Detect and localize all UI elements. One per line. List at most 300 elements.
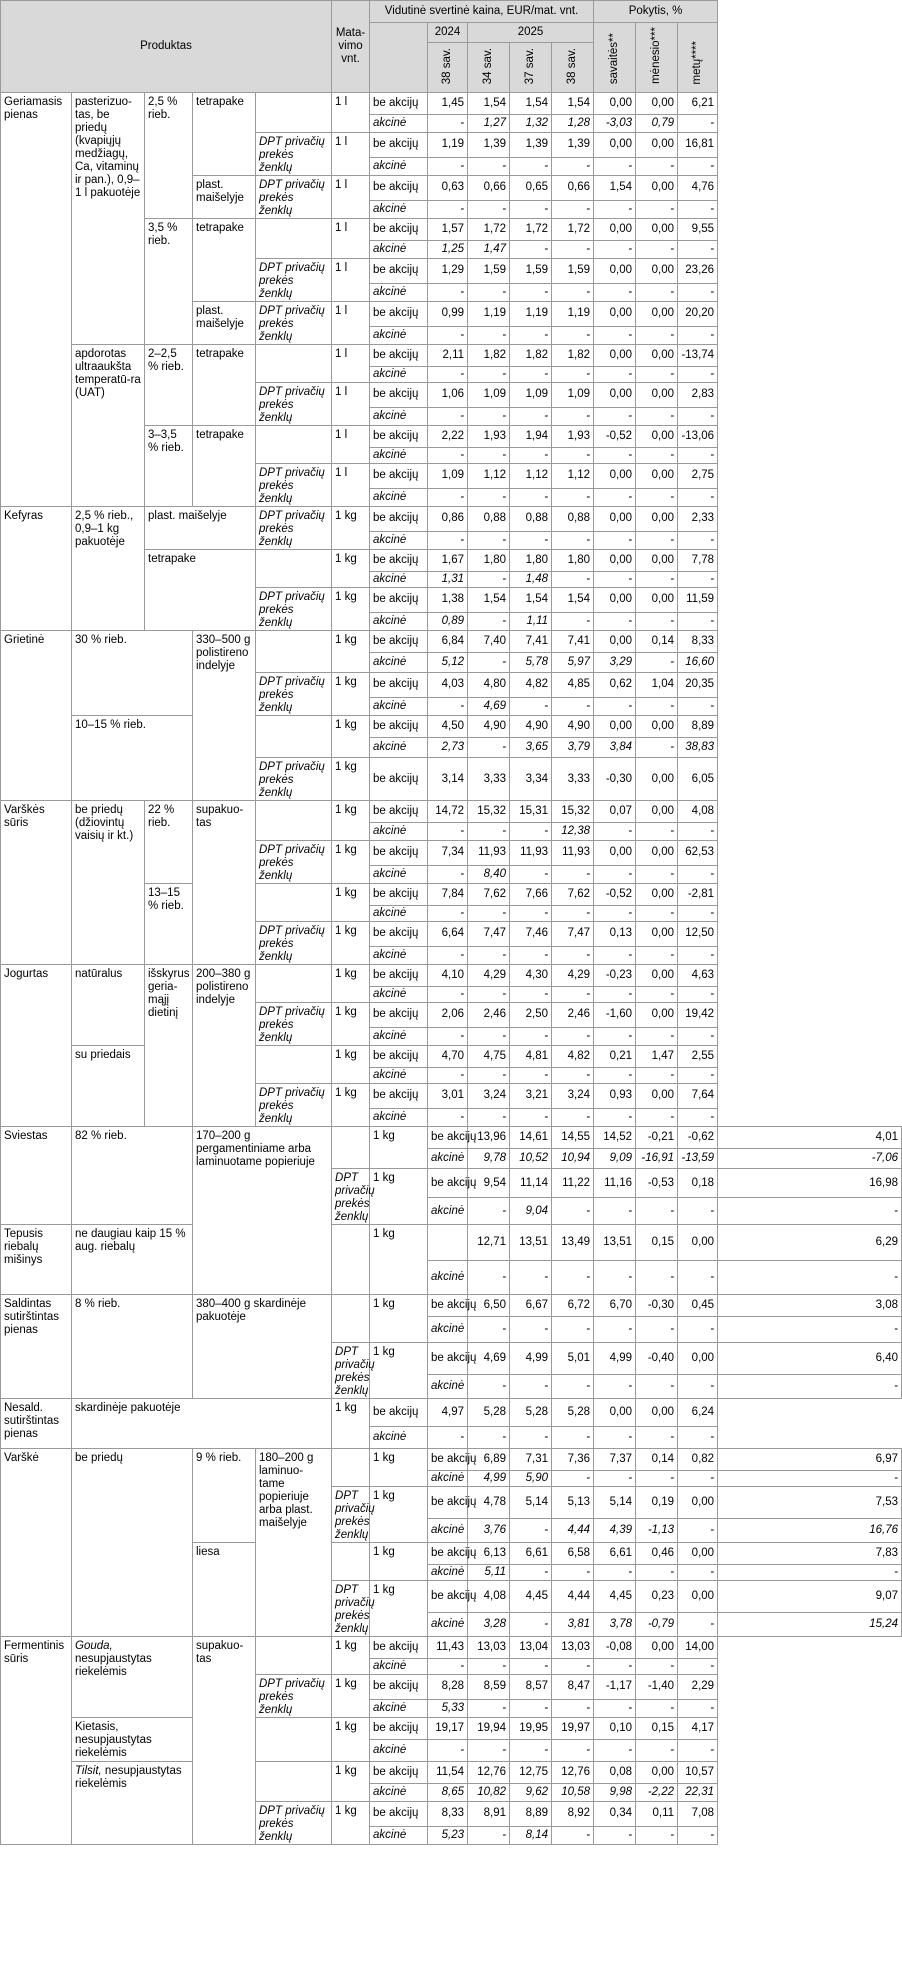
product-cell: DPT privačių prekės ženklų [256, 922, 332, 965]
value-cell: - [552, 572, 594, 588]
value-cell: - [678, 200, 718, 218]
product-cell: 13–15 % rieb. [145, 884, 193, 965]
value-cell: 1,80 [552, 550, 594, 572]
value-cell: 11,14 [510, 1169, 552, 1198]
value-cell: 4,80 [468, 673, 510, 698]
price-type-cell: be akcijų [428, 1543, 468, 1565]
value-cell: - [468, 1261, 510, 1295]
value-cell: 1,04 [636, 673, 678, 698]
price-type-cell: akcinė [370, 241, 428, 259]
value-cell: - [510, 865, 552, 883]
value-cell: 13,51 [510, 1225, 552, 1261]
value-cell: - [594, 488, 636, 506]
product-cell: su priedais [72, 1046, 145, 1127]
value-cell: 0,00 [594, 219, 636, 241]
product-cell: supakuo-tas [193, 801, 256, 965]
value-cell: 1,72 [468, 219, 510, 241]
value-cell: - [510, 531, 552, 549]
value-cell: 7,41 [552, 631, 594, 653]
value-cell: 1,09 [468, 383, 510, 408]
value-cell: - [428, 326, 468, 344]
product-cell: DPT privačių prekės ženklų [256, 383, 332, 426]
price-type-cell: akcinė [370, 612, 428, 630]
table-row [1, 93, 902, 115]
price-type-cell: be akcijų [370, 1762, 428, 1784]
value-cell: 0,18 [678, 1169, 718, 1198]
value-cell: - [636, 367, 678, 383]
value-cell: 8,47 [552, 1675, 594, 1700]
product-cell: 1 kg [332, 631, 370, 673]
table-row [1, 965, 902, 987]
product-cell: DPT privačių prekės ženklų [332, 1169, 370, 1225]
product-cell: DPT privačių prekės ženklų [256, 1675, 332, 1718]
value-cell: 0,45 [678, 1295, 718, 1317]
value-cell: 2,11 [428, 345, 468, 367]
value-cell: 0,00 [636, 1637, 678, 1659]
value-cell: - [636, 987, 678, 1003]
value-cell: - [678, 326, 718, 344]
value-cell: - [468, 1659, 510, 1675]
value-cell: 8,92 [552, 1802, 594, 1827]
value-cell: - [468, 1375, 510, 1399]
value-cell: - [678, 987, 718, 1003]
value-cell: 7,46 [510, 922, 552, 947]
value-cell: 0,00 [636, 259, 678, 284]
value-cell: - [510, 946, 552, 964]
product-header: Produktas [1, 1, 332, 93]
product-cell: DPT privačių prekės ženklų [332, 1581, 370, 1637]
value-cell: 16,81 [678, 133, 718, 158]
value-cell: - [594, 367, 636, 383]
value-cell: - [594, 326, 636, 344]
value-cell: -0,08 [594, 1637, 636, 1659]
value-cell: - [552, 200, 594, 218]
value-cell: 5,14 [594, 1487, 636, 1519]
value-cell: 0,00 [636, 383, 678, 408]
price-type-cell: akcinė [370, 823, 428, 841]
value-cell: 1,39 [510, 133, 552, 158]
week-header: 34 sav. [468, 43, 510, 93]
value-cell: - [678, 1375, 718, 1399]
value-cell: 1,59 [468, 259, 510, 284]
value-cell: - [468, 906, 510, 922]
value-cell: - [428, 367, 468, 383]
value-cell: - [636, 823, 678, 841]
price-type-cell: akcinė [428, 1198, 468, 1225]
price-type-cell: be akcijų [370, 383, 428, 408]
product-cell: 1 l [332, 133, 370, 176]
value-cell: - [468, 283, 510, 301]
value-cell: 0,88 [552, 507, 594, 532]
empty-cell [256, 93, 332, 133]
value-cell: - [636, 1317, 678, 1343]
value-cell: - [510, 241, 552, 259]
product-cell: Tepusis riebalų mišinys [1, 1225, 72, 1295]
value-cell: 4,75 [468, 1046, 510, 1068]
value-cell: - [510, 283, 552, 301]
value-cell: 4,50 [428, 716, 468, 738]
product-cell: 1 kg [370, 1127, 428, 1169]
value-cell: 14,72 [428, 801, 468, 823]
value-cell: - [594, 1198, 636, 1225]
value-cell: - [468, 326, 510, 344]
value-cell: 1,54 [468, 93, 510, 115]
price-type-cell: akcinė [370, 1784, 428, 1802]
value-cell: 7,41 [510, 631, 552, 653]
table-row [1, 1295, 902, 1317]
value-cell: - [636, 283, 678, 301]
table-row [1, 1225, 902, 1261]
value-cell: 6,13 [468, 1543, 510, 1565]
product-cell: Sviestas [1, 1127, 72, 1225]
value-cell: 0,00 [636, 345, 678, 367]
value-cell: 0,00 [594, 550, 636, 572]
product-cell: 1 kg [370, 1225, 428, 1295]
value-cell: - [636, 865, 678, 883]
price-type-cell: be akcijų [428, 1581, 468, 1613]
value-cell: 11,93 [468, 841, 510, 866]
value-cell: 1,54 [468, 588, 510, 613]
value-cell: 1,38 [428, 588, 468, 613]
product-cell: 2–2,5 % rieb. [145, 345, 193, 426]
product-cell: 1 kg [332, 922, 370, 965]
product-cell: 1 kg [332, 550, 370, 588]
value-cell: 13,03 [552, 1637, 594, 1659]
empty-cell [256, 345, 332, 383]
value-cell: - [594, 1699, 636, 1717]
value-cell: - [636, 946, 678, 964]
value-cell: - [510, 367, 552, 383]
value-cell: 5,28 [510, 1399, 552, 1427]
value-cell: 3,84 [594, 738, 636, 758]
value-cell: 10,94 [552, 1149, 594, 1169]
value-cell: 22,31 [678, 1784, 718, 1802]
product-cell: DPT privačių prekės ženklų [256, 1802, 332, 1845]
price-type-cell: akcinė [370, 1826, 428, 1844]
price-type-cell: be akcijų [370, 302, 428, 327]
value-cell: - [510, 326, 552, 344]
value-cell: - [428, 987, 468, 1003]
value-cell: 62,53 [678, 841, 718, 866]
value-cell: 14,61 [510, 1127, 552, 1149]
value-cell: 9,04 [510, 1198, 552, 1225]
value-cell: 0,00 [594, 302, 636, 327]
empty-cell [256, 1718, 332, 1762]
product-cell: 1 kg [332, 965, 370, 1003]
product-cell: be priedų (džiovintų vaisių ir kt.) [72, 801, 145, 965]
value-cell: - [468, 200, 510, 218]
value-cell: 0,00 [636, 1762, 678, 1784]
value-cell: 20,35 [678, 673, 718, 698]
value-cell: - [510, 200, 552, 218]
value-cell: - [678, 407, 718, 425]
week-header: 38 sav. [552, 43, 594, 93]
value-cell: - [428, 1108, 468, 1126]
value-cell: 0,00 [594, 588, 636, 613]
value-cell: - [678, 1613, 718, 1637]
value-cell: - [552, 241, 594, 259]
value-cell: - [594, 572, 636, 588]
value-cell: 4,76 [678, 176, 718, 201]
value-cell: 1,19 [552, 302, 594, 327]
value-cell: 12,76 [468, 1762, 510, 1784]
value-cell: 1,47 [636, 1046, 678, 1068]
value-cell: -0,21 [636, 1127, 678, 1149]
value-cell: 15,24 [718, 1613, 902, 1637]
value-cell: - [636, 157, 678, 175]
product-cell: 1 kg [370, 1449, 428, 1487]
value-cell: - [636, 738, 678, 758]
value-cell: 9,07 [718, 1581, 902, 1613]
value-cell: 8,89 [510, 1802, 552, 1827]
product-cell: 1 kg [370, 1343, 428, 1399]
value-cell: - [594, 612, 636, 630]
value-cell: 0,66 [552, 176, 594, 201]
value-cell: 19,42 [678, 1003, 718, 1028]
value-cell: - [594, 865, 636, 883]
value-cell: - [678, 612, 718, 630]
value-cell: - [636, 906, 678, 922]
value-cell: 1,39 [552, 133, 594, 158]
value-cell: -0,40 [636, 1343, 678, 1375]
value-cell: 4,99 [468, 1471, 510, 1487]
value-cell: 11,59 [678, 588, 718, 613]
value-cell: 16,60 [678, 653, 718, 673]
value-cell: 19,94 [468, 1718, 510, 1740]
price-type-cell: be akcijų [370, 1718, 428, 1740]
value-cell: - [552, 1659, 594, 1675]
value-cell: -13,74 [678, 345, 718, 367]
empty-cell [256, 1046, 332, 1084]
value-cell: - [468, 531, 510, 549]
value-cell: 6,97 [718, 1449, 902, 1471]
value-cell: 0,00 [636, 588, 678, 613]
value-cell: 0,13 [594, 922, 636, 947]
value-cell: - [594, 1565, 636, 1581]
value-cell: 6,72 [552, 1295, 594, 1317]
value-cell: - [678, 1068, 718, 1084]
price-type-cell: be akcijų [428, 1169, 468, 1198]
price-type-cell: akcinė [370, 572, 428, 588]
value-cell: - [468, 1699, 510, 1717]
value-cell: - [678, 1519, 718, 1543]
value-cell: 5,90 [510, 1471, 552, 1487]
value-cell: - [552, 1699, 594, 1717]
empty-cell [256, 965, 332, 1003]
value-cell: - [552, 1740, 594, 1762]
value-cell: 8,33 [428, 1802, 468, 1827]
price-type-header [370, 23, 428, 93]
value-cell: - [678, 572, 718, 588]
value-cell: 11,22 [552, 1169, 594, 1198]
value-cell: 0,00 [636, 507, 678, 532]
price-type-cell: be akcijų [370, 884, 428, 906]
value-cell: - [428, 1027, 468, 1045]
value-cell: - [594, 1826, 636, 1844]
value-cell: 4,30 [510, 965, 552, 987]
value-cell: 14,00 [678, 1637, 718, 1659]
value-cell: - [594, 1027, 636, 1045]
value-cell: 10,52 [510, 1149, 552, 1169]
empty-cell [332, 1295, 370, 1343]
value-cell: 8,28 [428, 1675, 468, 1700]
value-cell: 1,45 [428, 93, 468, 115]
value-cell: 4,01 [718, 1127, 902, 1149]
product-cell: Geriamasis pienas [1, 93, 72, 507]
product-cell: tetrapake [145, 550, 256, 631]
value-cell: 0,99 [428, 302, 468, 327]
value-cell: 2,33 [678, 507, 718, 532]
value-cell: 0,00 [594, 133, 636, 158]
value-cell: 4,99 [594, 1343, 636, 1375]
value-cell: 1,09 [428, 464, 468, 489]
value-cell: 6,67 [510, 1295, 552, 1317]
value-cell: - [468, 157, 510, 175]
value-cell: - [636, 1471, 678, 1487]
value-cell: 0,00 [636, 176, 678, 201]
value-cell: - [594, 1317, 636, 1343]
value-cell: 11,54 [428, 1762, 468, 1784]
value-cell: - [636, 1699, 678, 1717]
value-cell: - [594, 1471, 636, 1487]
value-cell: - [636, 1375, 678, 1399]
value-cell: 10,57 [678, 1762, 718, 1784]
value-cell: 13,04 [510, 1637, 552, 1659]
value-cell: 0,00 [678, 1543, 718, 1565]
value-cell: 4,08 [468, 1581, 510, 1613]
cheese-name: Tilsit, [75, 1765, 102, 1777]
value-cell: - [678, 531, 718, 549]
value-cell: 10,82 [468, 1784, 510, 1802]
product-cell: 1 l [332, 383, 370, 426]
value-cell: 0,00 [636, 464, 678, 489]
value-cell: - [552, 1427, 594, 1449]
value-cell: 9,55 [678, 219, 718, 241]
value-cell: 0,79 [636, 115, 678, 133]
value-cell: 13,96 [468, 1127, 510, 1149]
price-type-cell: be akcijų [370, 345, 428, 367]
value-cell: - [468, 738, 510, 758]
value-cell: - [594, 241, 636, 259]
value-cell: 0,00 [636, 133, 678, 158]
value-cell: 1,32 [510, 115, 552, 133]
product-cell: 1 l [332, 219, 370, 259]
product-cell: 1 l [332, 345, 370, 383]
product-cell: 1 kg [370, 1295, 428, 1343]
value-cell: 1,27 [468, 115, 510, 133]
value-cell: 0,23 [636, 1581, 678, 1613]
value-cell: -0,52 [594, 884, 636, 906]
value-cell: -2,22 [636, 1784, 678, 1802]
value-cell: - [678, 1826, 718, 1844]
product-cell: 1 kg [332, 716, 370, 758]
value-cell: - [594, 448, 636, 464]
value-cell: - [636, 1198, 678, 1225]
value-cell: - [428, 946, 468, 964]
value-cell: - [594, 1375, 636, 1399]
value-cell: - [552, 612, 594, 630]
value-cell: - [718, 1261, 902, 1295]
price-type-cell: akcinė [370, 488, 428, 506]
value-cell: -0,23 [594, 965, 636, 987]
value-cell: 1,09 [552, 383, 594, 408]
value-cell: - [552, 1027, 594, 1045]
value-cell: - [428, 157, 468, 175]
value-cell: - [468, 488, 510, 506]
change-header: Pokytis, % [594, 1, 718, 23]
product-cell: pasterizuo-tas, be priedų (kvapiųjų medžiagų, Ca, vitaminų ir pan.), 0,9–1 l pakuotėje [72, 93, 145, 345]
value-cell: 6,70 [594, 1295, 636, 1317]
product-cell: 1 kg [332, 1718, 370, 1762]
product-cell: 1 l [332, 426, 370, 464]
value-cell: 1,80 [468, 550, 510, 572]
week-header: 38 sav. [428, 43, 468, 93]
value-cell: - [510, 1699, 552, 1717]
value-cell: - [510, 1375, 552, 1399]
value-cell: - [428, 488, 468, 506]
value-cell: 9,09 [594, 1149, 636, 1169]
value-cell: - [636, 241, 678, 259]
value-cell: 4,70 [428, 1046, 468, 1068]
value-cell: - [594, 697, 636, 715]
price-type-cell: akcinė [370, 1068, 428, 1084]
value-cell: 3,01 [428, 1084, 468, 1109]
value-cell: 0,82 [678, 1449, 718, 1471]
product-cell: 8 % rieb. [72, 1295, 193, 1399]
value-cell: - [510, 697, 552, 715]
value-cell: 0,07 [594, 801, 636, 823]
product-cell: 180–200 g laminuo-tame popieriuje arba plast. maišelyje [256, 1449, 332, 1637]
value-cell: - [594, 1427, 636, 1449]
value-cell: 1,31 [428, 572, 468, 588]
product-cell: plast. maišelyje [193, 176, 256, 219]
value-cell: - [468, 1427, 510, 1449]
value-cell: 3,21 [510, 1084, 552, 1109]
value-cell: - [594, 1659, 636, 1675]
product-cell: apdorotas ultraaukšta temperatū-ra (UAT) [72, 345, 145, 507]
value-cell: 0,34 [594, 1802, 636, 1827]
value-cell: 1,19 [428, 133, 468, 158]
value-cell: 2,46 [468, 1003, 510, 1028]
value-cell: -16,91 [636, 1149, 678, 1169]
table-row [1, 801, 902, 823]
empty-cell [332, 1225, 370, 1295]
value-cell: 4,90 [510, 716, 552, 738]
value-cell: 12,50 [678, 922, 718, 947]
value-cell: - [594, 906, 636, 922]
value-cell: 4,97 [428, 1399, 468, 1427]
value-cell: 0,00 [636, 550, 678, 572]
value-cell: 0,15 [636, 1225, 678, 1261]
product-cell: 3–3,5 % rieb. [145, 426, 193, 507]
value-cell: 2,83 [678, 383, 718, 408]
table-body [1, 93, 902, 1845]
value-cell: - [510, 157, 552, 175]
product-cell: 170–200 g pergamentiniame arba laminuotame popieriuje [193, 1127, 332, 1295]
value-cell: - [678, 1198, 718, 1225]
value-cell: 0,11 [636, 1802, 678, 1827]
value-cell: 0,00 [636, 841, 678, 866]
value-cell: 1,12 [552, 464, 594, 489]
product-cell: DPT privačių prekės ženklų [256, 464, 332, 507]
value-cell: 9,98 [594, 1784, 636, 1802]
value-cell: 4,44 [552, 1519, 594, 1543]
value-cell: 16,76 [718, 1519, 902, 1543]
value-cell: 3,78 [594, 1613, 636, 1637]
value-cell: - [428, 697, 468, 715]
value-cell: -0,79 [636, 1613, 678, 1637]
value-cell: 3,76 [468, 1519, 510, 1543]
